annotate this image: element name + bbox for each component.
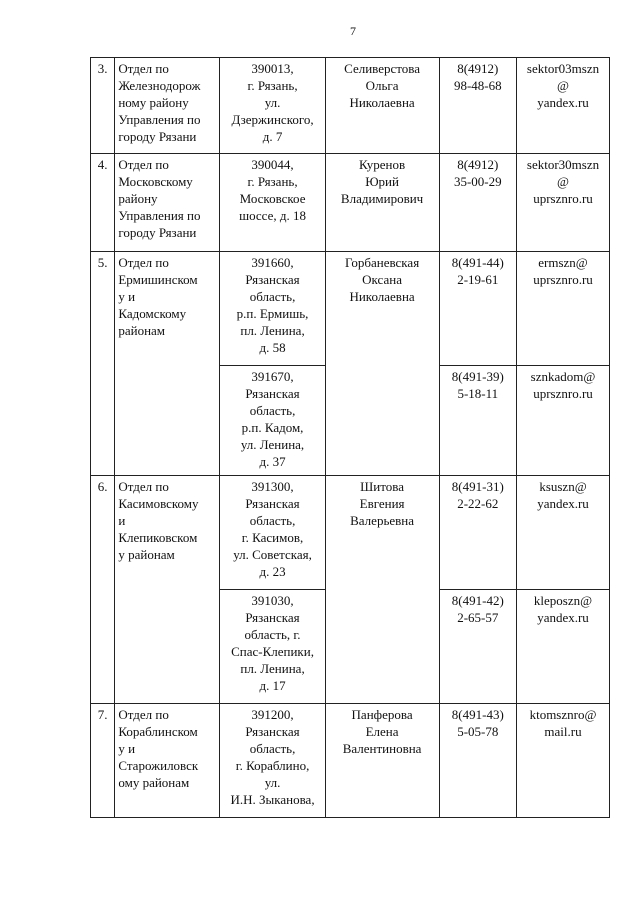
row-number: 5.	[91, 252, 115, 476]
phone-cell: 8(491-44) 2-19-61	[439, 252, 516, 366]
row-number: 7.	[91, 704, 115, 818]
email-cell: ktomsznro@ mail.ru	[517, 704, 610, 818]
email-cell: sektor30mszn @ uprsznro.ru	[517, 154, 610, 252]
row-number: 6.	[91, 476, 115, 704]
email-cell: ksuszn@ yandex.ru	[517, 476, 610, 590]
table-row	[91, 252, 610, 366]
page-number: 7	[350, 24, 356, 38]
address-cell: 391670, Рязанская область, р.п. Кадом, ул. Ленина, д. 37	[220, 366, 325, 476]
row-number: 3.	[91, 58, 115, 154]
phone-cell: 8(491-43) 5-05-78	[439, 704, 516, 818]
department-cell: Отдел по Ермишинском у и Кадомскому районам	[115, 252, 220, 476]
phone-cell: 8(491-39) 5-18-11	[439, 366, 516, 476]
table-row	[91, 704, 610, 818]
department-cell: Отдел по Касимовскому и Клепиковском у районам	[115, 476, 220, 704]
email-cell: ermszn@ uprsznro.ru	[517, 252, 610, 366]
address-cell: 390013, г. Рязань, ул. Дзержинского, д. 7	[220, 58, 325, 154]
table-row	[91, 58, 610, 154]
department-cell: Отдел по Кораблинском у и Старожиловск ому районам	[115, 704, 220, 818]
email-cell: sznkadom@ uprsznro.ru	[517, 366, 610, 476]
phone-cell: 8(491-31) 2-22-62	[439, 476, 516, 590]
row-number: 4.	[91, 154, 115, 252]
address-cell: 391300, Рязанская область, г. Касимов, ул. Советская, д. 23	[220, 476, 325, 590]
email-cell: kleposzn@ yandex.ru	[517, 590, 610, 704]
phone-cell: 8(4912) 98-48-68	[439, 58, 516, 154]
department-cell: Отдел по Железнодорож ному району Управления по городу Рязани	[115, 58, 220, 154]
address-cell: 391200, Рязанская область, г. Кораблино, ул. И.Н. Зыканова,	[220, 704, 325, 818]
email-cell: sektor03mszn @ yandex.ru	[517, 58, 610, 154]
contacts-table	[90, 57, 610, 818]
head-name-cell: Горбаневская Оксана Николаевна	[325, 252, 439, 476]
head-name-cell: Панферова Елена Валентиновна	[325, 704, 439, 818]
head-name-cell: Куренов Юрий Владимирович	[325, 154, 439, 252]
address-cell: 391030, Рязанская область, г. Спас-Клепики, пл. Ленина, д. 17	[220, 590, 325, 704]
head-name-cell: Селиверстова Ольга Николаевна	[325, 58, 439, 154]
table-row	[91, 476, 610, 590]
phone-cell: 8(491-42) 2-65-57	[439, 590, 516, 704]
address-cell: 390044, г. Рязань, Московское шоссе, д. 18	[220, 154, 325, 252]
phone-cell: 8(4912) 35-00-29	[439, 154, 516, 252]
address-cell: 391660, Рязанская область, р.п. Ермишь, пл. Ленина, д. 58	[220, 252, 325, 366]
department-cell: Отдел по Московскому району Управления по городу Рязани	[115, 154, 220, 252]
head-name-cell: Шитова Евгения Валерьевна	[325, 476, 439, 704]
table-row	[91, 154, 610, 252]
